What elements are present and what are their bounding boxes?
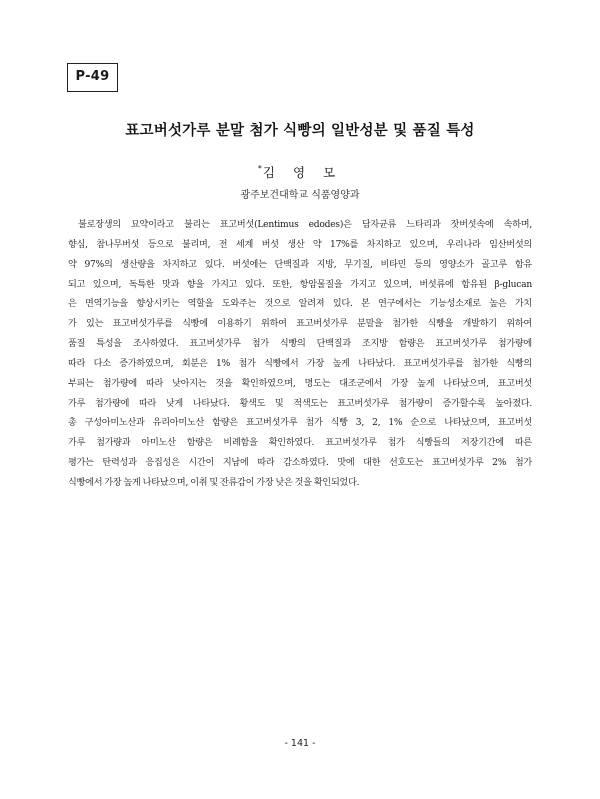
author — [0, 163, 600, 181]
abstract-line: 식빵에서 가장 높게 나타났으며, 이취 및 잔류감이 가장 낮은 것을 확인되었다. — [68, 477, 360, 488]
abstract-line: 향심, 참나무버섯 등으로 불리며, 전 세계 버섯 생산 약 17%를 차지하고 있으며, 우리나라 임산버섯의 — [68, 239, 532, 250]
abstract-line: 되고 있으며, 독특한 맛과 향을 가지고 있다. 또한, 항암물질을 가지고 있으며, 버섯류에 함유된 β-glucan — [68, 279, 532, 290]
abstract-line: 평가는 탄력성과 응집성은 시간이 지남에 따라 감소하였다. 맛에 대한 선호도는 표고버섯가루 2% 첨가 — [68, 458, 532, 469]
paper-title: 표고버섯가루 분말 첨가 식빵의 일반성분 및 품질 특성 — [125, 123, 475, 139]
abstract — [68, 216, 532, 494]
abstract-line: 품질 특성을 조사하였다. 표고버섯가루 첨가 식빵의 단백질과 조지방 함량은 표고버섯가루 첨가량에 — [68, 339, 532, 350]
abstract-line: 가루 첨가량에 따라 낮게 나타났다. 황색도 및 적색도는 표고버섯가루 첨가량이 증가할수록 높아졌다. — [68, 398, 532, 409]
corresponding-author-marker: * — [257, 164, 262, 173]
page-number: - 141 - — [284, 738, 316, 749]
abstract-line: 가 있는 표고버섯가루를 식빵에 이용하기 위하여 표고버섯가루 분말을 첨가한 식빵을 개발하기 위하여 — [68, 319, 532, 330]
author-name: 김 영 모 — [262, 165, 343, 180]
abstract-line: 가루 첨가량과 아미노산 함량은 비례함을 확인하였다. 표고버섯가루 첨가 식빵들의 저장기간에 따른 — [68, 438, 532, 449]
abstract-line: 약 97%의 생산량을 차지하고 있다. 버섯에는 단백질과 지방, 무기질, 비타민 등의 영양소가 골고루 함유 — [68, 259, 532, 270]
abstract-line: 은 면역기능을 향상시키는 역할을 도와주는 것으로 알려져 있다. 본 연구에서는 기능성소재로 높은 가치 — [68, 299, 532, 310]
abstract-line: 부피는 첨가량에 따라 낮아지는 것을 확인하였으며, 명도는 대조군에서 가장 높게 나타났으며, 표고버섯 — [68, 378, 532, 389]
paper-id-box: P-49 — [67, 63, 118, 92]
abstract-line: 불로장생의 묘약이라고 불리는 표고버섯(Lentimus edodes)은 담자균류 느타리과 잣버섯속에 속하며, — [78, 220, 532, 230]
abstract-line: 따라 다소 증가하였으며, 회분은 1% 첨가 식빵에서 가장 높게 나타났다. 표고버섯가루를 첨가한 식빵의 — [68, 358, 532, 369]
affiliation: 광주보건대학교 식품영양과 — [240, 190, 360, 201]
abstract-line: 총 구성아미노산과 유리아미노산 함량은 표고버섯가루 첨가 식빵 3, 2, 1% 순으로 나타났으며, 표고버섯 — [68, 418, 532, 429]
